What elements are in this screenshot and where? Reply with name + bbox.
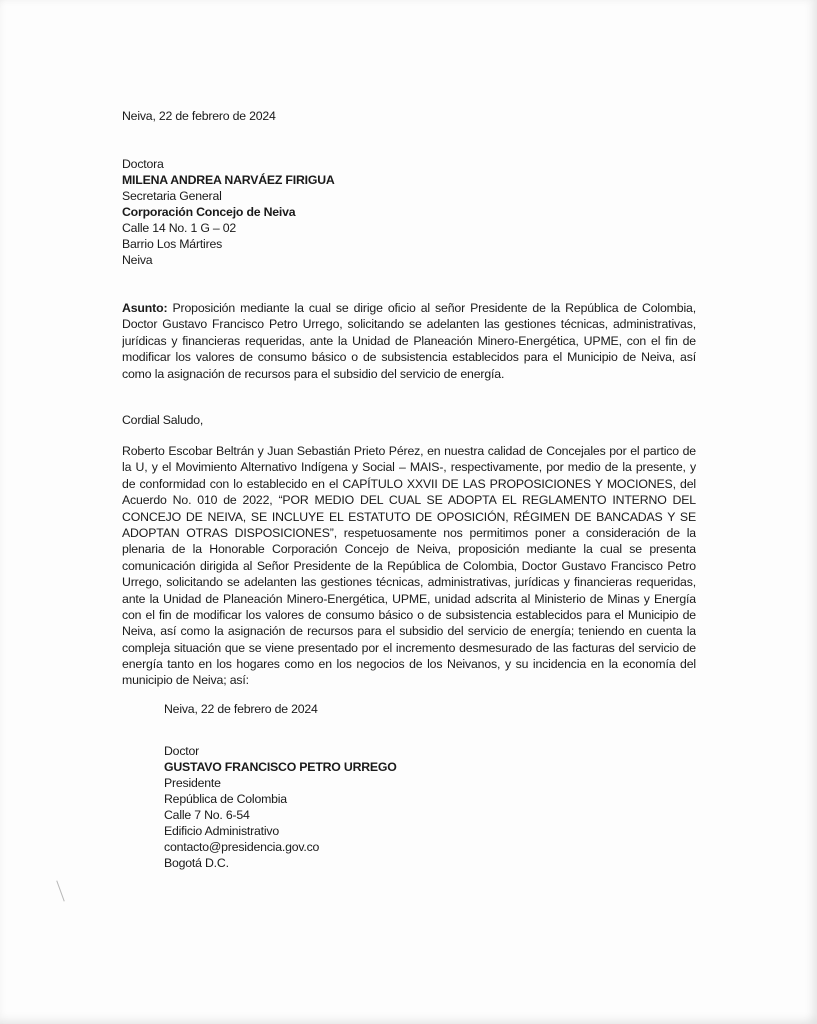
- pen-mark: [56, 880, 64, 901]
- subject-line: jurídicas y financieras requeridas, ante la Unidad de Planeación Minero-Energética, UPME, con el fin de: [122, 333, 696, 348]
- subject-label: Asunto:: [122, 301, 168, 315]
- greeting: Cordial Saludo,: [122, 413, 204, 427]
- body-line: Neiva, así como la asignación de recursos para el subsidio del servicio de energía; teniendo en cuenta la: [122, 624, 696, 639]
- recipient-name: MILENA ANDREA NARVÁEZ FIRIGUA: [122, 173, 335, 187]
- body-line: plenaria de la Honorable Corporación Concejo de Neiva, proposición mediante la cual se presenta: [122, 542, 696, 557]
- subject-line: [122, 300, 696, 316]
- subject-paragraph: [122, 300, 696, 382]
- embedded-position: Presidente: [164, 776, 221, 790]
- body-line: compleja situación que se viene presentado por el incremento desmesurado de las facturas del servicio de: [122, 640, 696, 655]
- recipient-address: Calle 14 No. 1 G – 02: [122, 221, 237, 235]
- subject-line-text: Proposición mediante la cual se dirige oficio al señor Presidente de la República de Colombia,: [167, 301, 696, 315]
- body-line: energía tanto en los hogares como en los negocios de los Neivanos, y su incidencia en la economía del: [122, 657, 696, 672]
- recipient-organization: Corporación Concejo de Neiva: [122, 205, 296, 219]
- recipient-city: Neiva: [122, 253, 153, 267]
- body-line: de conformidad con lo establecido en el CAPÍTULO XXVII DE LAS PROPOSICIONES Y MOCIONES, del: [122, 476, 696, 491]
- embedded-organization: República de Colombia: [164, 792, 287, 806]
- embedded-email: contacto@presidencia.gov.co: [164, 840, 320, 854]
- embedded-city: Bogotá D.C.: [164, 856, 229, 870]
- subject-line: como la asignación de recursos para el subsidio del servicio de energía.: [122, 366, 505, 381]
- recipient-salutation: Doctora: [122, 157, 164, 171]
- embedded-building: Edificio Administrativo: [164, 824, 280, 838]
- body-line: ante la Unidad de Planeación Minero-Energética, UPME, unidad adscrita al Ministerio de Minas y Energía: [122, 591, 696, 606]
- recipient-neighborhood: Barrio Los Mártires: [122, 237, 223, 251]
- body-line: con el fin de modificar los valores de consumo básico o de subsistencia establecidos para el Municipio de: [122, 607, 696, 622]
- letter-date: Neiva, 22 de febrero de 2024: [122, 109, 276, 123]
- body-line: comunicación dirigida al Señor Presidente de la República de Colombia, Doctor Gustavo Francisco Petro: [122, 558, 696, 573]
- body-line: Roberto Escobar Beltrán y Juan Sebastián Prieto Pérez, en nuestra calidad de Concejales por el partico de: [122, 444, 696, 458]
- body-line: municipio de Neiva; así:: [122, 673, 249, 688]
- body-line: la U, y el Movimiento Alternativo Indígena y Social – MAIS-, respectivamente, por medio de la presente, y: [122, 460, 696, 475]
- embedded-salutation: Doctor: [164, 744, 200, 758]
- subject-line: Doctor Gustavo Francisco Petro Urrego, solicitando se adelanten las gestiones técnicas, administrativas,: [122, 317, 696, 332]
- embedded-date: Neiva, 22 de febrero de 2024: [164, 702, 318, 716]
- recipient-position: Secretaria General: [122, 189, 222, 203]
- embedded-name: GUSTAVO FRANCISCO PETRO URREGO: [164, 760, 397, 774]
- subject-line: modificar los valores de consumo básico o de subsistencia establecidos para el Municipio de Neiva, así: [122, 350, 696, 365]
- body-line: Urrego, solicitando se adelanten las gestiones técnicas, administrativas, jurídicas y financieras requeridas,: [122, 575, 696, 590]
- body-line: CONCEJO DE NEIVA, SE INCLUYE EL ESTATUTO DE OPOSICIÓN, RÉGIMEN DE BANCADAS Y SE: [122, 509, 696, 524]
- body-paragraph: [122, 443, 696, 689]
- body-line: ADOPTAN OTRAS DISPOSICIONES”, respetuosamente nos permitimos poner a consideración de la: [122, 525, 696, 540]
- embedded-address: Calle 7 No. 6-54: [164, 808, 250, 822]
- body-line: Acuerdo No. 010 de 2022, “POR MEDIO DEL CUAL SE ADOPTA EL REGLAMENTO INTERNO DEL: [122, 493, 696, 508]
